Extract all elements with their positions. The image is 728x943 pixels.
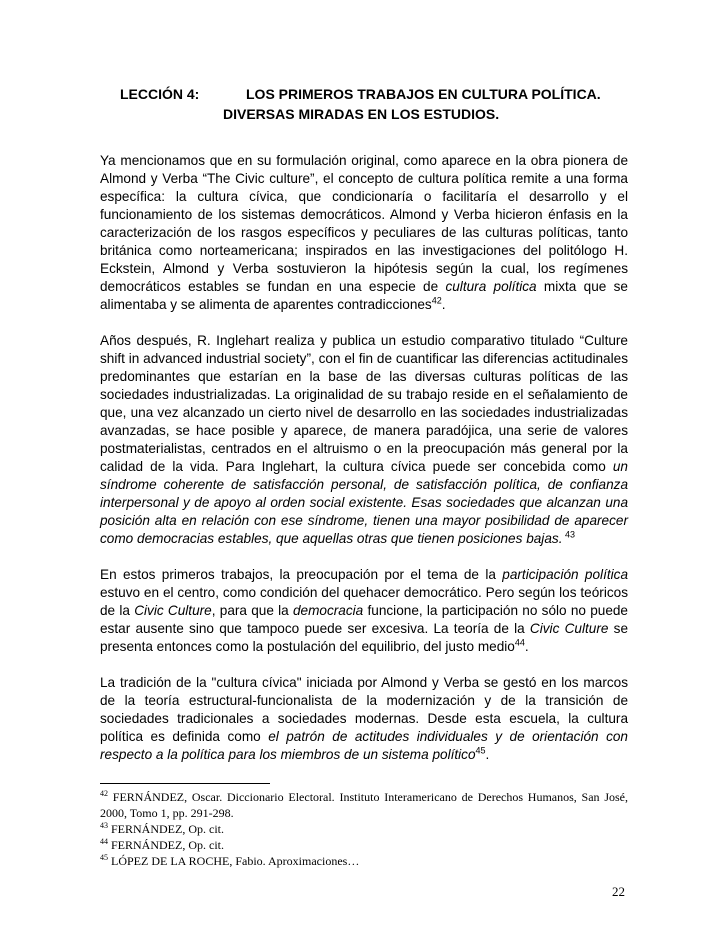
footnote-separator (100, 783, 270, 784)
text-run: Ya mencionamos que en su formulación original, como aparece en la obra pionera de Almond y Verba “The Civic culture”, el concepto de cultura política remite a una forma específica: la cultura cívica, que condicionaría o facilitaría el desarrollo y el funcionamiento de los sistemas democráticos. Almond y Verba hicieron énfasis en la caracterización de los rasgos específicos y peculiares de las culturas políticas, tanto británica como norteamericana; inspirados en las investigaciones del politólogo H. Eckstein, Almond y Verba sostuvieron la hipótesis según la cual, los regímenes democráticos estables se fundan en una especie de (100, 153, 628, 294)
emphasis: participación política (502, 567, 628, 582)
footnote-43 (100, 821, 628, 837)
text-run: se presenta entonces como la postulación del equilibrio, del justo medio (100, 621, 628, 654)
lesson-title-line2: DIVERSAS MIRADAS EN LOS ESTUDIOS. (223, 106, 500, 122)
footnote-text: LÓPEZ DE LA ROCHE, Fabio. Aproximaciones… (108, 854, 360, 868)
footnote-ref: 45 (475, 745, 486, 756)
footnote-45 (100, 853, 628, 869)
footnote-number: 42 (100, 789, 108, 798)
text-run: mixta que se alimentaba y se alimenta de aparentes contradicciones (100, 279, 628, 312)
lesson-number: LECCIÓN 4: (120, 86, 200, 102)
footnote-number: 43 (100, 821, 108, 830)
footnote-text: FERNÁNDEZ, Op. cit. (108, 822, 224, 836)
paragraph-3 (100, 566, 628, 656)
body-text (100, 152, 628, 782)
emphasis: el patrón de actitudes individuales y de orientación con respecto a la política para los miembros de un sistema político (100, 729, 628, 762)
text-run: En estos primeros trabajos, la preocupación por el tema de la (100, 567, 503, 582)
footnotes (100, 789, 628, 869)
emphasis: cultura política (445, 279, 537, 294)
paragraph-1 (100, 152, 628, 314)
footnote-44 (100, 837, 628, 853)
text-run: , para que la (211, 603, 293, 618)
text-run: . (485, 747, 490, 762)
text-run: . (441, 297, 446, 312)
lesson-title-line1: LOS PRIMEROS TRABAJOS EN CULTURA POLÍTICA. (246, 86, 601, 102)
footnote-number: 44 (100, 837, 108, 846)
lesson-heading (0, 84, 728, 124)
page-number: 22 (612, 884, 625, 899)
emphasis: Civic Culture (134, 603, 212, 618)
text-run: . (524, 639, 529, 654)
emphasis: democracia (292, 603, 364, 618)
footnote-ref: 44 (514, 637, 525, 648)
footnote-ref: 43 (562, 529, 575, 540)
footnote-text: FERNÁNDEZ, Op. cit. (108, 838, 224, 852)
emphasis: Civic Culture (529, 621, 609, 636)
paragraph-4 (100, 674, 628, 764)
text-run: La tradición de la "cultura cívica" iniciada por Almond y Verba se gestó en los marcos de la teoría estructural-funcionalista de la modernización y de la transición de sociedades tradicionales a sociedades modernas. Desde esta escuela, la cultura política es definida como (100, 675, 628, 744)
paragraph-2 (100, 332, 628, 548)
footnote-ref: 42 (431, 295, 442, 306)
text-run: Años después, R. Inglehart realiza y publica un estudio comparativo titulado “Culture shift in advanced industrial society”, con el fin de cuantificar las diferencias actitudinales predominantes que estarían en la base de las diversas culturas políticas de las sociedades industrializadas. La originalidad de su trabajo reside en el señalamiento de que, una vez alcanzado un cierto nivel de desarrollo en las sociedades industrializadas avanzadas, se hace posible y aparece, de manera paradójica, una serie de valores postmaterialistas, centrados en el altruismo o en la preocupación más general por la calidad de la vida. Para Inglehart, la cultura cívica puede ser concebida como (100, 333, 628, 474)
emphasis: un síndrome coherente de satisfacción personal, de satisfacción política, de confianza interpersonal y de apoyo al orden social existente. Esas sociedades que alcanzan una posición alta en relación con ese síndrome, tienen una mayor posibilidad de aparecer como democracias estables, que aquellas otras que tienen posiciones bajas. (100, 459, 628, 546)
footnote-42 (100, 789, 628, 821)
text-run: funcione, la participación no sólo no puede estar ausente sino que tampoco puede ser excesiva. La teoría de la (100, 603, 628, 636)
footnote-text: FERNÁNDEZ, Oscar. Diccionario Electoral. Instituto Interamericano de Derechos Humanos, San José, 2000, Tomo 1, pp. 291-298. (100, 790, 628, 820)
footnote-number: 45 (100, 853, 108, 862)
text-run: estuvo en el centro, como condición del quehacer democrático. Pero según los teóricos de la (100, 585, 628, 618)
